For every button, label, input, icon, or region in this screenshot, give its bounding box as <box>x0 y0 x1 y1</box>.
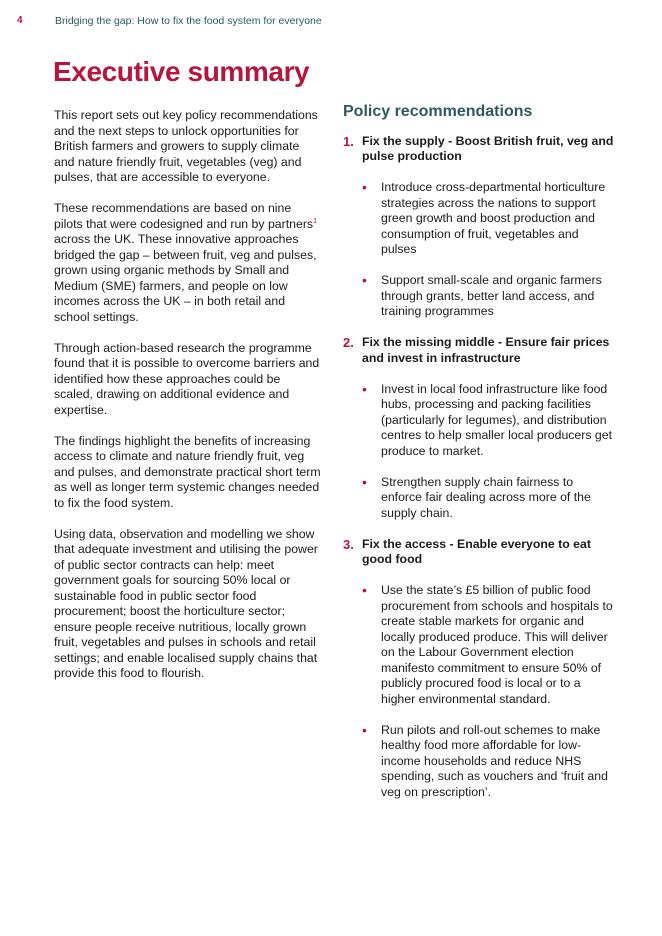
bullet-text: Run pilots and roll-out schemes to make healthy food more affordable for low-income households and reduce NHS spending, such as vouchers and ‘fruit and veg on prescription’. <box>381 722 608 799</box>
list-item <box>362 475 615 522</box>
summary-column <box>54 108 322 697</box>
recommendation-bullets <box>362 583 615 800</box>
page-title: Executive summary <box>53 56 310 87</box>
recommendation-number: 1. <box>343 133 354 149</box>
recommendations-heading: Policy recommendations <box>343 103 533 120</box>
recommendation-item <box>343 335 615 521</box>
bullet-text: Invest in local food infrastructure like food hubs, processing and packing facilities (particularly for legumes), and distribution centres to help smaller local producers get produce to market. <box>381 381 613 458</box>
page-number: 4 <box>17 15 23 26</box>
list-item <box>362 723 615 801</box>
list-item <box>362 273 615 320</box>
footnote-marker[interactable]: 1 <box>313 217 317 225</box>
recommendation-bullets <box>362 180 615 320</box>
recommendation-title: Fix the missing middle - Ensure fair prices and invest in infrastructure <box>362 335 610 365</box>
bullet-icon: • <box>362 582 367 598</box>
bullet-text: Introduce cross-departmental horticulture strategies across the nations to support green growth and boost production and consumption of fruit, vegetables and pulses <box>381 180 606 256</box>
recommendation-title: Fix the supply - Boost British fruit, veg and pulse production <box>362 133 614 163</box>
recommendation-item <box>343 537 615 801</box>
bullet-icon: • <box>362 179 367 195</box>
bullet-text: Use the state’s £5 billion of public food procurement from schools and hospitals to create stable markets for organic and locally produced produce. This will deliver on the Labour Government election manifesto commitment to ensure 50% of publicly procured food is local or to a higher environmental standard. <box>381 583 613 706</box>
recommendations-column <box>343 104 615 816</box>
recommendation-item <box>343 134 615 320</box>
bullet-text: Support small-scale and organic farmers through grants, better land access, and training programmes <box>381 273 602 318</box>
list-item <box>362 583 615 707</box>
summary-paragraph: Using data, observation and modelling we show that adequate investment and utilising the power of public sector contracts can help: meet government goals for sourcing 50% local or sustainable food in public sector food procurement; boost the horticulture sector; ensure people receive nutritious, locally grown fruit, vegetables and pulses in schools and retail settings; and enable localised supply chains that provide this food to flourish. <box>54 526 318 680</box>
bullet-icon: • <box>362 473 367 490</box>
summary-paragraph: The findings highlight the benefits of increasing access to climate and nature friendly fruit, veg and pulses, and demonstrate practical short term as well as longer term systemic changes needed to fix the food system. <box>54 433 321 510</box>
list-item <box>362 382 615 460</box>
summary-text: These recommendations are based on nine pilots that were codesigned and run by partners <box>54 201 314 231</box>
recommendation-title: Fix the access - Enable everyone to eat good food <box>362 536 591 566</box>
running-header: Bridging the gap: How to fix the food system for everyone <box>55 15 322 27</box>
recommendation-number: 2. <box>343 335 354 350</box>
bullet-icon: • <box>362 380 367 397</box>
summary-paragraph: This report sets out key policy recommendations and the next steps to unlock opportunities for British farmers and growers to supply climate and nature friendly fruit, vegetables (veg) and pulses, that are accessible to everyone. <box>54 108 318 184</box>
bullet-icon: • <box>362 721 367 738</box>
recommendation-number: 3. <box>343 536 354 552</box>
bullet-text: Strengthen supply chain fairness to enforce fair dealing across more of the supply chain. <box>381 474 591 520</box>
summary-text: across the UK. These innovative approaches bridged the gap – between fruit, veg and pulses, grown using organic methods by Small and Medium (SME) farmers, and people on low incomes across the UK – in both retail and school settings. <box>54 232 317 324</box>
bullet-icon: • <box>362 272 367 288</box>
summary-paragraph <box>54 201 322 325</box>
list-item <box>362 180 615 258</box>
summary-paragraph: Through action-based research the programme found that it is possible to overcome barriers and identified how these approaches could be scaled, drawing on additional evidence and expertise. <box>54 340 320 417</box>
recommendation-bullets <box>362 382 615 522</box>
